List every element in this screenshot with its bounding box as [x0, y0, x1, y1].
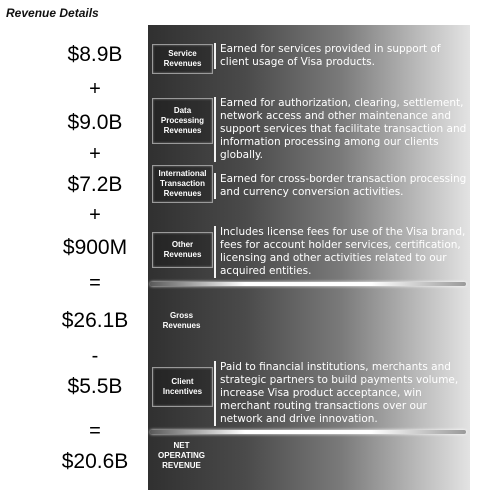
operator-plus-3: +	[89, 204, 101, 226]
operator-plus-1: +	[89, 78, 101, 100]
label-data-processing-revenues: Data Processing Revenues	[152, 98, 213, 144]
label-other-revenues: Other Revenues	[152, 232, 213, 268]
separator-net	[150, 430, 466, 434]
page-title: Revenue Details	[6, 6, 99, 20]
label-gross-revenues: Gross Revenues	[162, 311, 201, 330]
separator-gross	[150, 282, 466, 286]
amount-net-operating: $20.6B	[61, 450, 129, 473]
operator-minus: -	[91, 345, 99, 367]
description-client-incentives: Paid to financial institutions, merchants and strategic partners to build payments volume, increase Visa product acceptance, win merchant routing transactions over our network and drive innovation.	[214, 361, 468, 426]
operator-plus-2: +	[89, 143, 101, 165]
amount-international: $7.2B	[67, 173, 123, 196]
amount-other: $900M	[62, 236, 128, 259]
label-service-revenues: Service Revenues	[152, 44, 213, 74]
amount-client-incentives: $5.5B	[67, 375, 123, 398]
label-international-transaction-revenues: International Transaction Revenues	[152, 165, 213, 203]
description-other-revenues: Includes license fees for use of the Visa brand, fees for account holder services, certification, licensing and other activities related to our acquired entities.	[214, 226, 468, 278]
description-service-revenues: Earned for services provided in support of client usage of Visa products.	[214, 43, 468, 69]
operator-equals-1: =	[89, 272, 101, 294]
amount-service: $8.9B	[67, 43, 123, 66]
description-international-transaction-revenues: Earned for cross-border transaction processing and currency conversion activities.	[214, 173, 468, 199]
description-data-processing-revenues: Earned for authorization, clearing, settlement, network access and other maintenance and support services that facilitate transaction and information processing among our clients globally.	[214, 97, 468, 162]
amount-gross: $26.1B	[61, 309, 129, 332]
amount-data-processing: $9.0B	[67, 111, 123, 134]
label-client-incentives: Client Incentives	[152, 367, 213, 407]
operator-equals-2: =	[89, 420, 101, 442]
label-net-operating-revenue: NET OPERATING REVENUE	[158, 441, 205, 470]
